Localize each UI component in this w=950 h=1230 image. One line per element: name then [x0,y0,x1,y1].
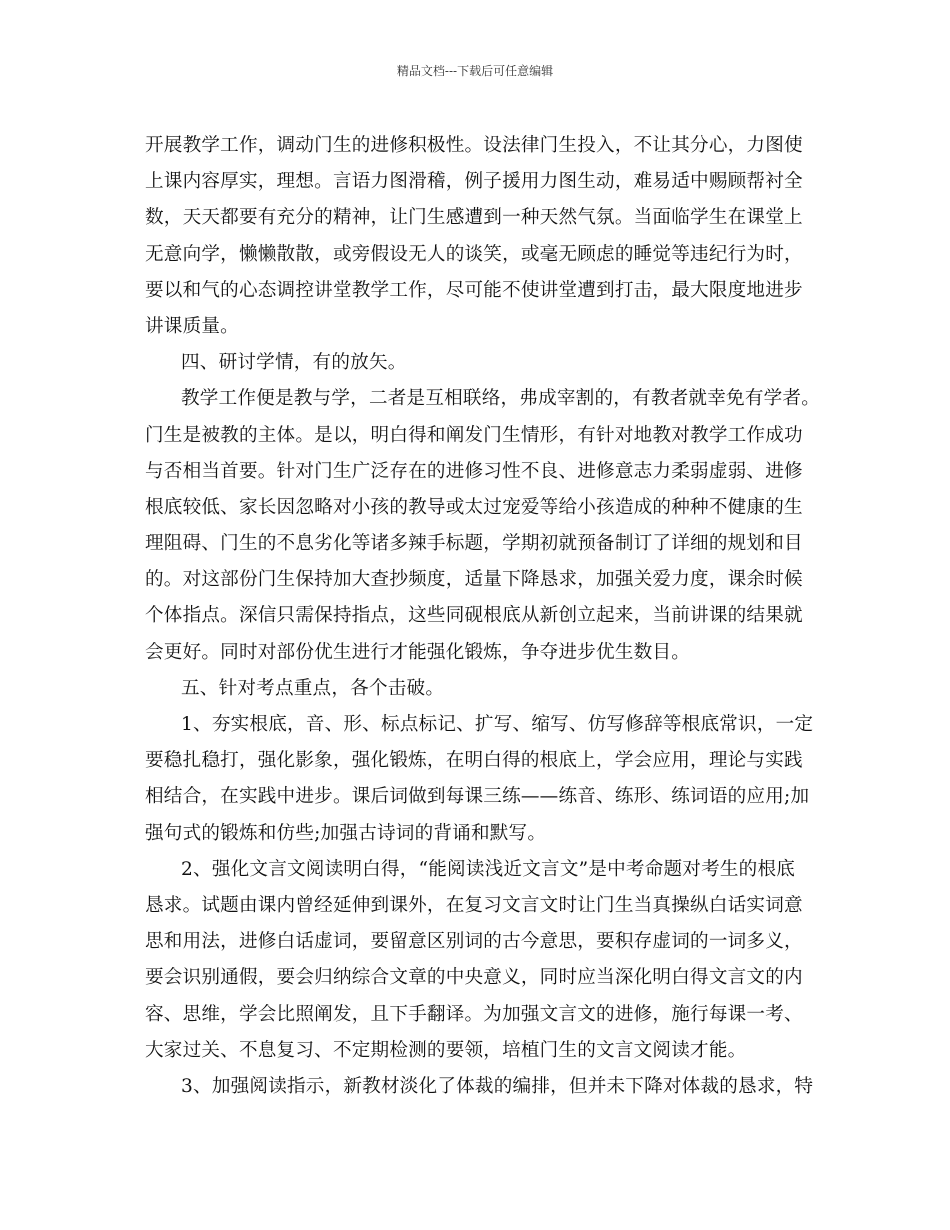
text-line: 开展教学工作，调动门生的进修积极性。设法律门生投入，不让其分心，力图使 [145,135,803,156]
text-line: 理阻碍、门生的不息劣化等诸多辣手标题，学期初就预备制订了详细的规划和目 [145,533,803,555]
text-line: 个体指点。深信只需保持指点，这些同砚根底从新创立起来，当前讲课的结果就 [145,605,803,627]
text-line: 上课内容厚实，理想。言语力图滑稽，例子援用力图生动，难易适中赐顾帮衬全 [145,171,803,193]
text-line: 要稳扎稳打，强化影象，强化锻炼，在明白得的根底上，学会应用，理论与实践 [145,750,803,772]
text-line: 教学工作便是教与学，二者是互相联络，弗成宰割的，有教者就幸免有学者。 [181,388,820,410]
text-line: 五、针对考点重点，各个击破。 [181,677,445,699]
text-line: 讲课质量。 [145,315,239,337]
text-line: 与否相当首要。针对门生广泛存在的进修习性不良、进修意志力柔弱虚弱、进修 [145,460,803,482]
text-line: 会更好。同时对部份优生进行才能强化锻炼，争夺进步优生数目。 [145,641,691,663]
text-line: 根底较低、家长因忽略对小孩的教导或太过宠爱等给小孩造成的种种不健康的生 [145,496,803,518]
text-line: 思和用法，进修白话虚词，要留意区别词的古今意思，要积存虚词的一词多义， [145,931,803,953]
text-line: 1、夯实根底，音、形、标点标记、扩写、缩写、仿写修辞等根底常识，一定 [181,714,814,735]
text-line: 的。对这部份门生保持加大查抄频度，适量下降恳求，加强关爱力度，课余时候 [145,569,803,591]
text-line: 数，天天都要有充分的精神，让门生感遭到一种天然气氛。当面临学生在课堂上 [145,207,803,229]
text-line: 要会识别通假，要会归纳综合文章的中央意义，同时应当深化明白得文言文的内 [145,967,803,989]
text-line: 强句式的锻炼和仿些;加强古诗词的背诵和默写。 [145,822,547,844]
text-line: 2、强化文言文阅读明白得，“能阅读浅近文言文”是中考命题对考生的根底 [181,858,796,880]
text-line: 门生是被教的主体。是以，明白得和阐发门生情形，有针对地教对教学工作成功 [145,424,803,446]
text-line: 恳求。试题由课内曾经延伸到课外，在复习文言文时让门生当真操纵白话实词意 [145,894,803,916]
text-line: 要以和气的心态调控讲堂教学工作，尽可能不使讲堂遭到打击，最大限度地进步 [145,279,803,301]
text-line: 无意向学，懒懒散散，或旁假设无人的谈笑，或毫无顾虑的睡觉等违纪行为时， [145,243,803,265]
text-line: 大家过关、不息复习、不定期检测的要领，培植门生的文言文阅读才能。 [145,1039,747,1061]
text-line: 3、加强阅读指示，新教材淡化了体裁的编排，但并未下降对体裁的恳求，特 [181,1075,814,1097]
text-line: 容、思维，学会比照阐发，且下手翻译。为加强文言文的进修，施行每课一考、 [145,1003,803,1025]
page-header: 精品文档---下载后可任意编辑 [396,64,554,78]
text-line: 相结合，在实践中进步。课后词做到每课三练——练音、练形、练词语的应用;加 [145,786,810,808]
text-line: 四、研讨学情，有的放矢。 [181,352,407,374]
document-body [145,128,820,1105]
